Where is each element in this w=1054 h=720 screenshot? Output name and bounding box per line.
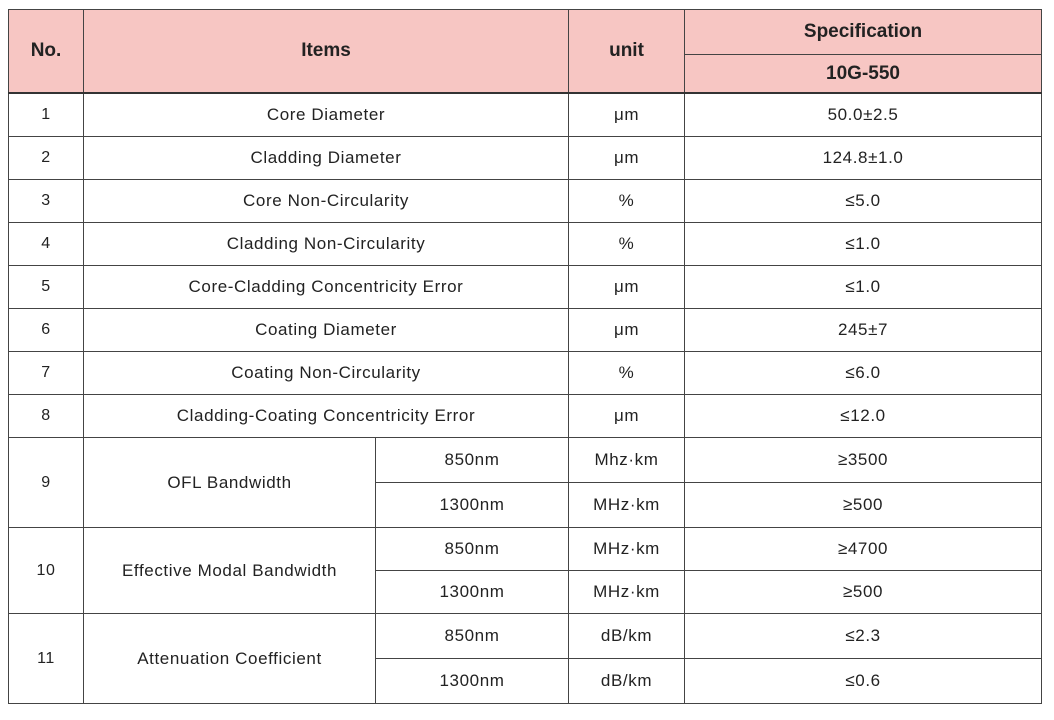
row-unit: μm: [569, 395, 685, 438]
header-unit: unit: [569, 10, 685, 94]
row-no: 3: [9, 180, 84, 223]
row-item: Coating Diameter: [84, 309, 569, 352]
row-no: 5: [9, 266, 84, 309]
row-value: ≤1.0: [685, 223, 1042, 266]
table-row: [9, 528, 1042, 571]
table-row: [9, 614, 1042, 659]
row-value: ≥500: [685, 571, 1042, 614]
row-value: ≤5.0: [685, 180, 1042, 223]
row-no: 8: [9, 395, 84, 438]
row-wavelength: 1300nm: [376, 571, 569, 614]
row-no: 6: [9, 309, 84, 352]
row-no: 11: [9, 614, 84, 704]
row-value: ≥4700: [685, 528, 1042, 571]
row-value: 245±7: [685, 309, 1042, 352]
row-no: 7: [9, 352, 84, 395]
row-unit: dB/km: [569, 659, 685, 704]
spec-table-wrapper: [8, 9, 1042, 704]
row-no: 2: [9, 137, 84, 180]
row-unit: dB/km: [569, 614, 685, 659]
row-item: Core-Cladding Concentricity Error: [84, 266, 569, 309]
row-unit: μm: [569, 309, 685, 352]
row-no: 9: [9, 438, 84, 528]
row-wavelength: 850nm: [376, 438, 569, 483]
table-row: [9, 180, 1042, 223]
row-item: Cladding Diameter: [84, 137, 569, 180]
row-unit: MHz·km: [569, 528, 685, 571]
row-item: Coating Non-Circularity: [84, 352, 569, 395]
table-header: [9, 10, 1042, 94]
row-value: ≤6.0: [685, 352, 1042, 395]
row-no: 4: [9, 223, 84, 266]
row-value: ≥500: [685, 483, 1042, 528]
row-unit: %: [569, 180, 685, 223]
row-value: ≤12.0: [685, 395, 1042, 438]
fiber-spec-table: [8, 9, 1042, 704]
row-value: 50.0±2.5: [685, 93, 1042, 137]
row-wavelength: 850nm: [376, 614, 569, 659]
row-wavelength: 1300nm: [376, 483, 569, 528]
table-row: [9, 137, 1042, 180]
table-row: [9, 266, 1042, 309]
table-row: [9, 395, 1042, 438]
row-unit: MHz·km: [569, 483, 685, 528]
row-unit: μm: [569, 93, 685, 137]
row-unit: Mhz·km: [569, 438, 685, 483]
row-unit: %: [569, 223, 685, 266]
row-value: ≤1.0: [685, 266, 1042, 309]
header-items: Items: [84, 10, 569, 94]
row-wavelength: 1300nm: [376, 659, 569, 704]
row-value: ≤0.6: [685, 659, 1042, 704]
header-no: No.: [9, 10, 84, 94]
row-item: Cladding-Coating Concentricity Error: [84, 395, 569, 438]
row-item: Core Diameter: [84, 93, 569, 137]
row-value: 124.8±1.0: [685, 137, 1042, 180]
table-body: [9, 93, 1042, 704]
row-wavelength: 850nm: [376, 528, 569, 571]
table-row: [9, 438, 1042, 483]
row-item: OFL Bandwidth: [84, 438, 376, 528]
row-value: ≥3500: [685, 438, 1042, 483]
table-row: [9, 93, 1042, 137]
row-no: 10: [9, 528, 84, 614]
row-unit: μm: [569, 266, 685, 309]
row-value: ≤2.3: [685, 614, 1042, 659]
row-item: Attenuation Coefficient: [84, 614, 376, 704]
row-unit: MHz·km: [569, 571, 685, 614]
table-row: [9, 223, 1042, 266]
table-row: [9, 309, 1042, 352]
row-unit: μm: [569, 137, 685, 180]
row-no: 1: [9, 93, 84, 137]
table-row: [9, 352, 1042, 395]
header-spec-model: 10G-550: [685, 55, 1042, 94]
row-item: Effective Modal Bandwidth: [84, 528, 376, 614]
header-specification: Specification: [685, 10, 1042, 55]
row-item: Cladding Non-Circularity: [84, 223, 569, 266]
row-unit: %: [569, 352, 685, 395]
row-item: Core Non-Circularity: [84, 180, 569, 223]
